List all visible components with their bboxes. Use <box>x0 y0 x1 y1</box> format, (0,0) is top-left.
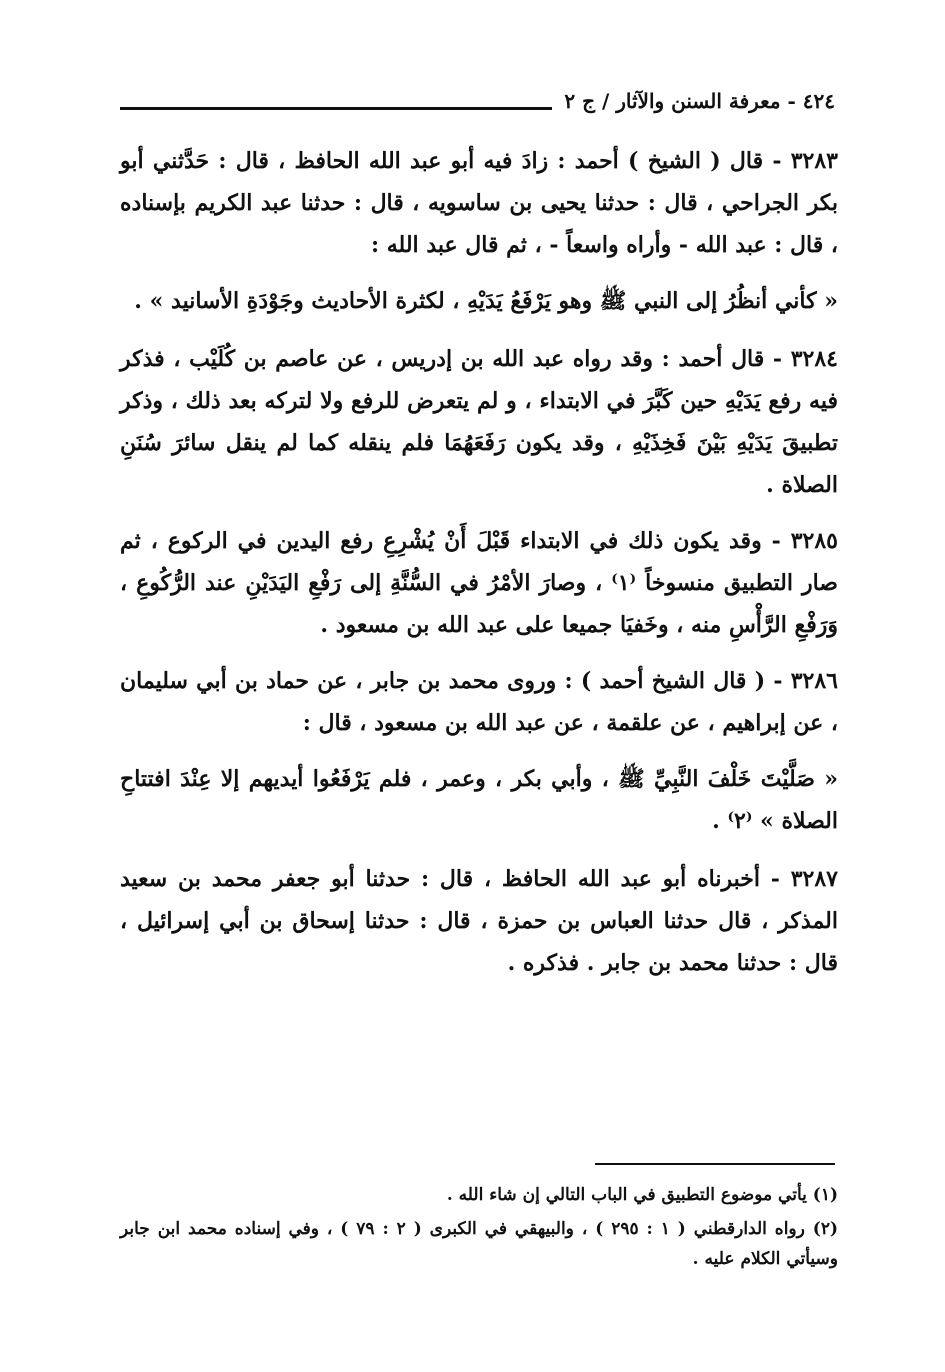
page-header <box>120 84 835 118</box>
paragraph-3286: ٣٢٨٦ - ( قال الشيخ أحمد ) : وروى محمد بن جابر ، عن حماد بن أبي سليمان ، عن إبراهيم ، عن علقمة ، عن عبد الله بن مسعود ، قال : <box>120 668 838 736</box>
quote-3283: « كأني أنظُرُ إلى النبي ﷺ وهو يَرْفَعُ يَدَيْهِ ، لكثرة الأحاديث وجَوْدَةِ الأسانيد » . <box>134 288 838 314</box>
footnotes <box>120 1180 838 1278</box>
paragraph-3283: ٣٢٨٣ - قال ( الشيخ ) أحمد : زادَ فيه أبو عبد الله الحافظ ، قال : حَدَّثني أبو بكر الجراحي ، قال : حدثنا يحيى بن ساسويه ، قال : حدثنا عبد الكريم بإسناده ، قال : عبد الله - وأراه واسعاً - ، ثم قال عبد الله : <box>120 148 838 258</box>
header-rule <box>120 107 552 110</box>
paragraph-3287: ٣٢٨٧ - أخبرناه أبو عبد الله الحافظ ، قال : حدثنا أبو جعفر محمد بن سعيد المذكر ، قال حدثنا العباس بن حمزة ، قال : حدثنا إسحاق بن أبي إسرائيل ، قال : حدثنا محمد بن جابر . فذكره . <box>120 866 838 976</box>
footnote-2: (٢) رواه الدارقطني ( ١ : ٢٩٥ ) ، والبيهقي في الكبرى ( ٢ : ٧٩ ) ، وفي إسناده محمد ابن جابر وسيأتي الكلام عليه . <box>120 1219 838 1269</box>
paragraph-3285: ٣٢٨٥ - وقد يكون ذلك في الابتداء قَبْلَ أَنْ يُشْرِعِ رفع اليدين في الركوع ، ثم صار التطبيق منسوخاً ⁽١⁾ ، وصارَ الأمْرُ في السُّنَّةِ إلى رَفْعِ اليَدَيْنِ عند الرُّكُوعِ ، وَرَفْعِ الرَّأْسِ منه ، وخَفيَا جميعا على عبد الله بن مسعود . <box>120 528 838 638</box>
paragraph-3284: ٣٢٨٤ - قال أحمد : وقد رواه عبد الله بن إدريس ، عن عاصم بن كُلَيْب ، فذكر فيه رفع يَدَيْهِ حين كَبَّرَ في الابتداء ، و لم يتعرض للرفع ولا لتركه بعد ذلك ، وذكر تطبيقَ يَدَيْهِ بَيْنَ فَخِذَيْهِ ، وقد يكون رَفَعَهُمَا فلم ينقله كما لم ينقل سائرَ سُنَنِ الصلاة . <box>120 346 838 498</box>
footnote-1: (١) يأتي موضوع التطبيق في الباب التالي إن شاء الله . <box>446 1185 838 1205</box>
main-text <box>120 140 838 998</box>
footnote-separator <box>595 1163 835 1165</box>
page-header-title: ٤٢٤ - معرفة السنن والآثار / ج ٢ <box>564 89 835 113</box>
quote-3286: « صَلَّيْتَ خَلْفَ النَّبِيِّ ﷺ ، وأبي بكر ، وعمر ، فلم يَرْفَعُوا أيديهم إلا عِنْدَ افتتاحِ الصلاة » ⁽٢⁾ . <box>120 766 838 834</box>
